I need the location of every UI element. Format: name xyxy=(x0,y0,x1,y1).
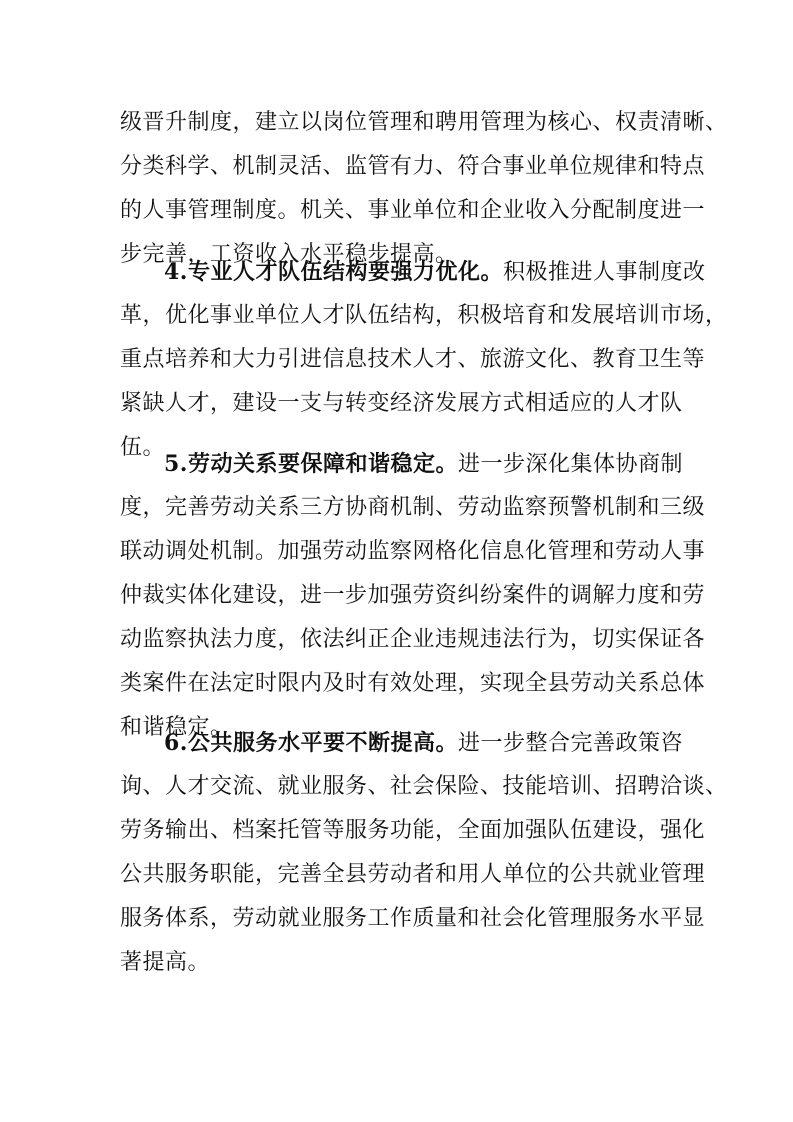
paragraph-line: 动监察执法力度，依法纠正企业违规违法行为，切实保证各 xyxy=(120,627,706,652)
paragraph-line: 仲裁实体化建设，进一步加强劳资纠纷案件的调解力度和劳 xyxy=(120,583,706,608)
paragraph-line: 分类科学、机制灵活、监管有力、符合事业单位规律和特点 xyxy=(120,154,706,179)
paragraph-line: 联动调处机制。加强劳动监察网格化信息化管理和劳动人事 xyxy=(120,539,706,564)
paragraph-line: 服务体系，劳动就业服务工作质量和社会化管理服务水平显 xyxy=(120,906,706,931)
paragraph-line: 度，完善劳动关系三方协商机制、劳动监察预警机制和三级 xyxy=(120,495,706,520)
paragraph-heading: 4.专业人才队伍结构要强力优化。 xyxy=(164,259,503,285)
paragraph-line: 和谐稳定。 xyxy=(120,715,233,740)
paragraph-line: 类案件在法定时限内及时有效处理，实现全县劳动关系总体 xyxy=(120,671,706,696)
paragraph-line: 进一步深化集体协商制 xyxy=(457,452,683,477)
paragraph-line: 步完善，工资收入水平稳步提高。 xyxy=(120,242,458,267)
paragraph-line: 公共服务职能，完善全县劳动者和用人单位的公共就业管理 xyxy=(120,862,706,887)
paragraph-first-line xyxy=(164,252,706,292)
paragraph-first-line xyxy=(164,723,683,763)
paragraph-line: 劳务输出、档案托管等服务功能，全面加强队伍建设，强化 xyxy=(120,818,706,843)
paragraph-line: 级晋升制度，建立以岗位管理和聘用管理为核心、权责清晰、 xyxy=(120,110,728,135)
paragraph-line: 紧缺人才，建设一支与转变经济发展方式相适应的人才队 xyxy=(120,391,683,416)
paragraph-line: 伍。 xyxy=(120,435,166,460)
paragraph-line: 著提高。 xyxy=(120,950,211,975)
paragraph-line: 询、人才交流、就业服务、社会保险、技能培训、招聘洽谈、 xyxy=(120,774,728,799)
paragraph-heading: 6.公共服务水平要不断提高。 xyxy=(164,730,458,756)
paragraph-first-line xyxy=(164,444,683,484)
paragraph-line: 积极推进人事制度改 xyxy=(502,260,706,285)
paragraph-line: 革，优化事业单位人才队伍结构，积极培育和发展培训市场， xyxy=(120,303,728,328)
paragraph-line: 的人事管理制度。机关、事业单位和企业收入分配制度进一 xyxy=(120,198,706,223)
paragraph-line: 进一步整合完善政策咨 xyxy=(457,731,683,756)
paragraph-heading: 5.劳动关系要保障和谐稳定。 xyxy=(164,451,458,477)
paragraph-line: 重点培养和大力引进信息技术人才、旅游文化、教育卫生等 xyxy=(120,347,706,372)
